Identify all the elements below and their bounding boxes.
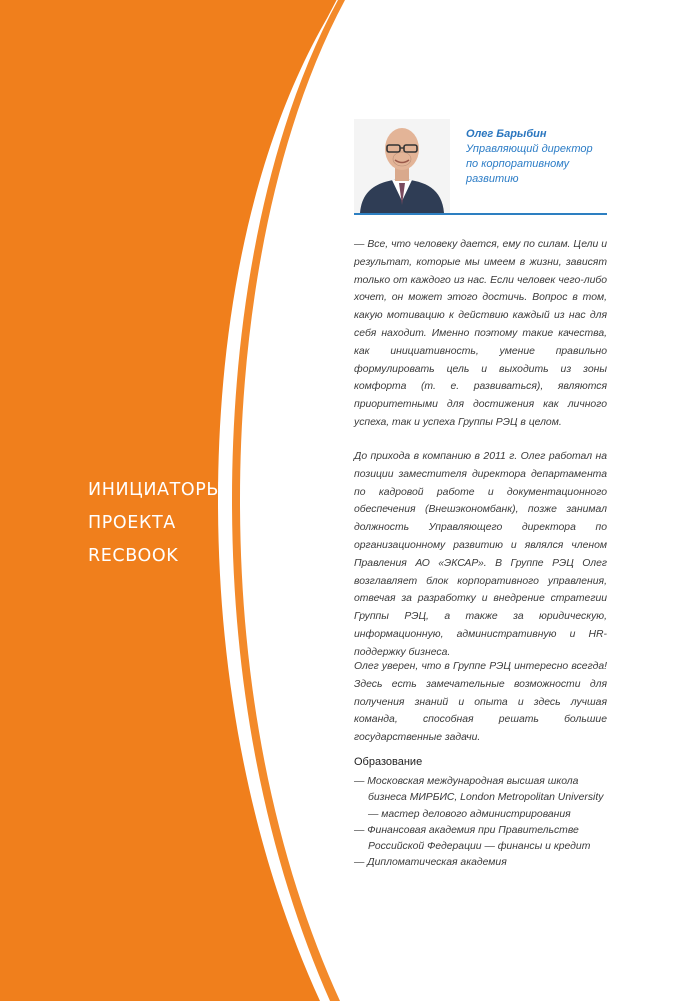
belief-paragraph: Олег уверен, что в Группе РЭЦ интересно всегда! Здесь есть замечательные возможности для получения знаний и опыта и здесь лучшая команда, способная решать большие государственные задачи. xyxy=(354,661,607,744)
career-paragraph: До прихода в компанию в 2011 г. Олег работал на позиции заместителя директора департамента по кадровой работе и документационного обеспечения (Внешэкономбанк), позже занимал должность Управляющего директора по организационному развитию и являлся членом Правления АО «ЭКСАР». В Группе РЭЦ Олег возглавляет блок корпоративного управления, отвечая за разработку и внедрение стратегии Группы РЭЦ, а также за юридическую, информационную, административную и HR-поддержку бизнеса. xyxy=(354,451,607,658)
education-list xyxy=(354,774,607,872)
education-item: — Финансовая академия при Правительстве Российской Федерации — финансы и кредит xyxy=(354,824,591,853)
education-item: — Дипломатическая академия xyxy=(354,857,507,869)
portrait-photo xyxy=(354,119,450,213)
person-name: Олег Барыбин xyxy=(466,128,547,140)
person-position: Управляющий директор по корпоративному развитию xyxy=(466,143,593,185)
section-title-line-1: ИНИЦИАТОРЫ xyxy=(88,480,223,500)
blue-divider xyxy=(354,213,607,215)
education-heading: Образование xyxy=(354,756,423,768)
quote-paragraph: — Все, что человеку дается, ему по силам. Цели и результат, которые мы имеем в жизни, зависят только от каждого из нас. Если человек чего-либо хочет, он может этого достичь. Вопрос в том, какую мотивацию к действию каждый из нас для себя находит. Именно поэтому такие качества, как инициативность, умение правильно формулировать цель и выходить из зоны комфорта (т. е. развиваться), являются приоритетными для достижения как личного успеха, так и успеха Группы РЭЦ в целом. xyxy=(354,239,607,428)
profile-caption xyxy=(466,127,606,187)
section-title-line-3: RECBOOK xyxy=(88,546,179,566)
section-title xyxy=(88,474,308,573)
section-title-line-2: ПРОЕКТА xyxy=(88,513,176,533)
education-item: — Московская международная высшая школа бизнеса МИРБИС, London Metropolitan University — мастер делового администрирования xyxy=(354,776,604,820)
